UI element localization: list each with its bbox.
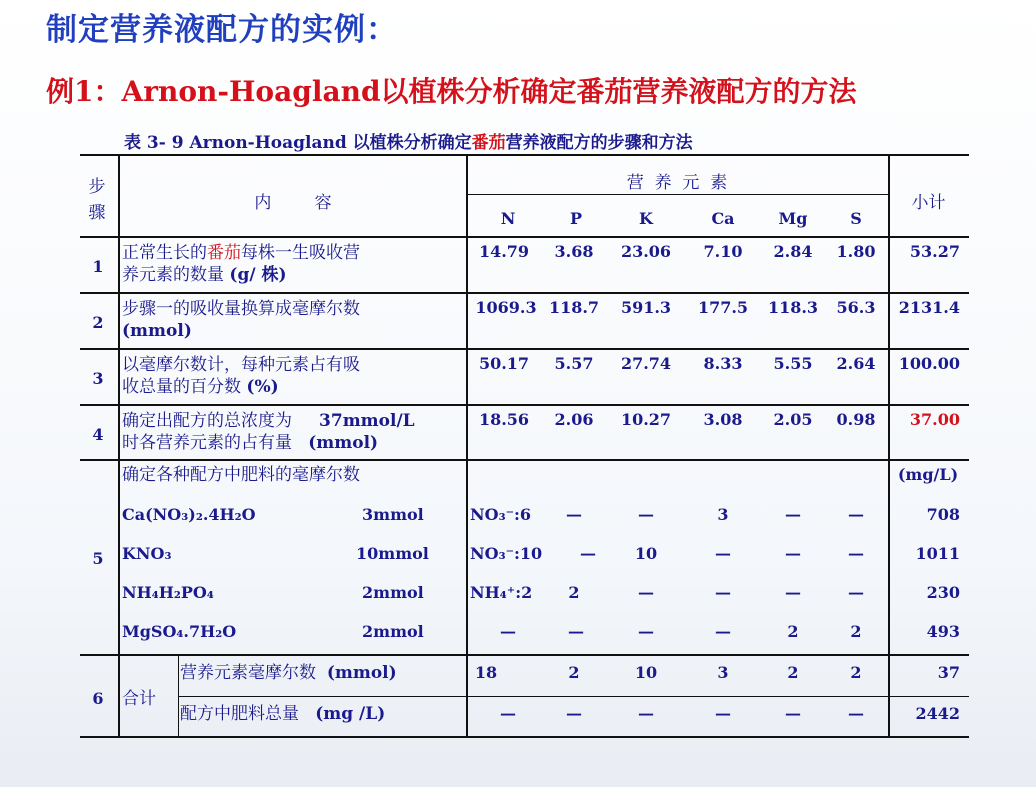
page-title: 制定营养液配方的实例： xyxy=(46,12,398,48)
fertilizer-s: — xyxy=(848,505,864,524)
step-number: 5 xyxy=(92,549,104,568)
header-mg: Mg xyxy=(778,209,808,228)
step-number: 2 xyxy=(92,313,104,332)
header-content: 内 容 xyxy=(254,193,332,213)
total2-p: — xyxy=(566,704,582,723)
row2-s: 56.3 xyxy=(836,298,876,317)
row4-ca: 3.08 xyxy=(703,410,743,429)
total-label: 合计 xyxy=(122,689,156,709)
total2-s: — xyxy=(848,704,864,723)
row3-s: 2.64 xyxy=(836,354,876,373)
row1-s: 1.80 xyxy=(836,242,876,261)
fertilizer-s: — xyxy=(848,583,864,602)
fertilizer-mg: — xyxy=(785,505,801,524)
row1-k: 23.06 xyxy=(620,242,672,261)
fertilizer-mg: 2 xyxy=(787,622,799,641)
step5-title: 确定各种配方中肥料的毫摩尔数 xyxy=(122,465,360,485)
fertilizer-amount: 3mmol xyxy=(362,505,424,524)
total-fertilizer-subtotal: 2442 xyxy=(915,704,960,723)
fertilizer-s: — xyxy=(848,544,864,563)
row4-k: 10.27 xyxy=(620,410,672,429)
fertilizer-mg-per-l: 1011 xyxy=(915,544,960,563)
row3-k: 27.74 xyxy=(620,354,672,373)
fertilizer-formula: NH₄H₂PO₄ xyxy=(122,583,214,602)
row2-ca: 177.5 xyxy=(697,298,749,317)
row4-s: 0.98 xyxy=(836,410,876,429)
fertilizer-mg: — xyxy=(785,544,801,563)
fertilizer-ion: — xyxy=(500,622,516,641)
total-k: 10 xyxy=(634,663,658,682)
row4-p: 2.06 xyxy=(554,410,594,429)
step-number: 1 xyxy=(92,257,104,276)
total-s: 2 xyxy=(850,663,862,682)
fertilizer-ca: — xyxy=(715,583,731,602)
row3-ca: 8.33 xyxy=(703,354,743,373)
total-mmol-label: 营养元素毫摩尔数 (mmol) xyxy=(180,663,397,683)
fertilizer-formula: Ca(NO₃)₂.4H₂O xyxy=(122,505,256,524)
row1-p: 3.68 xyxy=(554,242,594,261)
total2-mg: — xyxy=(785,704,801,723)
fertilizer-amount: 2mmol xyxy=(362,583,424,602)
total-n: 18 xyxy=(474,663,498,682)
fertilizer-amount: 2mmol xyxy=(362,622,424,641)
row2-p: 118.7 xyxy=(548,298,600,317)
fertilizer-p: — xyxy=(580,544,596,563)
total2-ca: — xyxy=(715,704,731,723)
row1-ca: 7.10 xyxy=(703,242,743,261)
row2-mg: 118.3 xyxy=(767,298,819,317)
step-number: 3 xyxy=(92,369,104,388)
row4-subtotal: 37.00 xyxy=(909,410,960,429)
fertilizer-ion: NH₄⁺:2 xyxy=(470,583,533,602)
fertilizer-s: 2 xyxy=(850,622,862,641)
row-description: 以毫摩尔数计，每种元素占有吸 收总量的百分数 (%) xyxy=(122,355,360,397)
fertilizer-mg-per-l: 493 xyxy=(926,622,960,641)
fertilizer-ca: — xyxy=(715,544,731,563)
row3-subtotal: 100.00 xyxy=(898,354,960,373)
total2-k: — xyxy=(638,704,654,723)
row1-mg: 2.84 xyxy=(773,242,813,261)
fertilizer-p: — xyxy=(568,622,584,641)
header-ca: Ca xyxy=(711,209,735,228)
row4-n: 18.56 xyxy=(478,410,530,429)
row1-subtotal: 53.27 xyxy=(909,242,960,261)
nutrient-table xyxy=(80,154,969,737)
fertilizer-amount: 10mmol xyxy=(356,544,429,563)
total-fertilizer-label: 配方中肥料总量 (mg /L) xyxy=(180,704,386,724)
fertilizer-mg: — xyxy=(785,583,801,602)
fertilizer-k: — xyxy=(638,622,654,641)
fertilizer-ion: NO₃⁻:6 xyxy=(470,505,532,524)
fertilizer-formula: MgSO₄.7H₂O xyxy=(122,622,237,641)
fertilizer-k: — xyxy=(638,505,654,524)
row-description: 步骤一的吸收量换算成毫摩尔数 (mmol) xyxy=(122,299,360,341)
total-p: 2 xyxy=(568,663,580,682)
header-p: P xyxy=(569,209,583,228)
fertilizer-p: — xyxy=(566,505,582,524)
header-s: S xyxy=(850,209,862,228)
row2-subtotal: 2131.4 xyxy=(898,298,960,317)
fertilizer-ion: NO₃⁻:10 xyxy=(470,544,543,563)
row3-mg: 5.55 xyxy=(773,354,813,373)
header-subtotal: 小计 xyxy=(911,193,946,213)
total-mmol-subtotal: 37 xyxy=(937,663,960,682)
fertilizer-k: — xyxy=(638,583,654,602)
fertilizer-k: 10 xyxy=(634,544,658,563)
total2-n: — xyxy=(500,704,516,723)
step5-unit: (mg/L) xyxy=(897,465,959,484)
row1-n: 14.79 xyxy=(478,242,530,261)
fertilizer-p: 2 xyxy=(568,583,580,602)
fertilizer-mg-per-l: 230 xyxy=(926,583,960,602)
row3-p: 5.57 xyxy=(554,354,594,373)
row2-k: 591.3 xyxy=(620,298,672,317)
example-heading: 例1：Arnon-Hoagland以植株分析确定番茄营养液配方的方法 xyxy=(46,75,857,108)
header-step: 步骤 xyxy=(88,177,106,223)
header-elements: 营 养 元 素 xyxy=(626,173,728,193)
row-description: 正常生长的番茄每株一生吸收营 养元素的数量 (g/ 株) xyxy=(122,243,360,285)
header-k: K xyxy=(639,209,653,228)
step-number: 4 xyxy=(92,425,104,444)
total-ca: 3 xyxy=(717,663,729,682)
fertilizer-ca: — xyxy=(715,622,731,641)
row3-n: 50.17 xyxy=(478,354,530,373)
header-n: N xyxy=(500,209,516,228)
step-number: 6 xyxy=(92,689,104,708)
fertilizer-ca: 3 xyxy=(717,505,729,524)
table-caption: 表 3- 9 Arnon-Hoagland 以植株分析确定番茄营养液配方的步骤和方法 xyxy=(124,133,693,153)
total-mg: 2 xyxy=(787,663,799,682)
row2-n: 1069.3 xyxy=(475,298,537,317)
row4-mg: 2.05 xyxy=(773,410,813,429)
fertilizer-formula: KNO₃ xyxy=(122,544,172,563)
fertilizer-mg-per-l: 708 xyxy=(926,505,960,524)
row-description: 确定出配方的总浓度为 37mmol/L 时各营养元素的占有量 (mmol) xyxy=(122,411,415,453)
